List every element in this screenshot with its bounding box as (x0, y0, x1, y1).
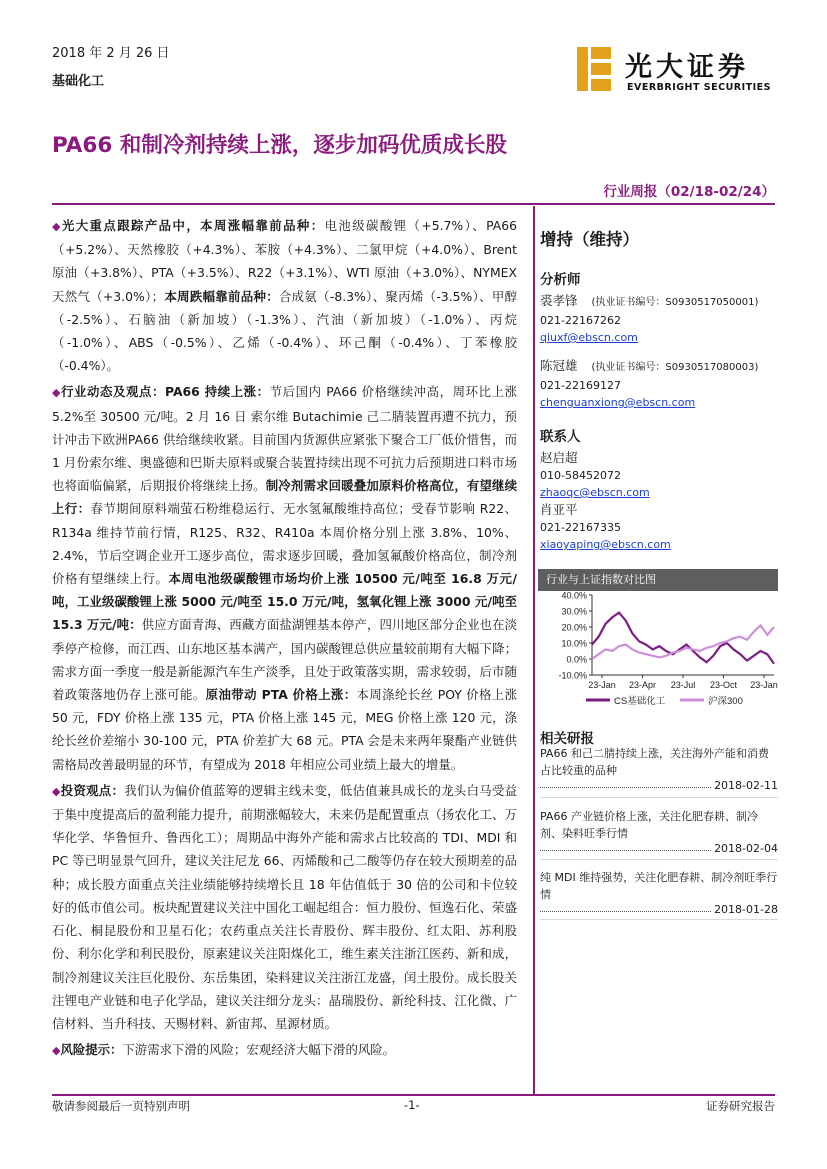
related-title[interactable]: PA66 和己二腈持续上涨，关注海外产能和消费占比较重的品种 (540, 747, 769, 777)
x-tick-label: 23-Jul (670, 680, 696, 690)
report-date: 2018 年 2 月 26 日 (52, 46, 170, 61)
contact-phone: 021-22167335 (540, 520, 621, 534)
y-tick-label: 10.0% (561, 638, 587, 649)
lead-text: 本周电池级碳酸锂市场均价上涨 10500 元/吨至 16.8 万元/吨，工业级碳酸锂上涨 5000 元/吨至 15.0 万元/吨，氢氧化锂上涨 3000 元/吨至 15.3 万元/吨： (52, 571, 518, 633)
lead-text: 本周跌幅靠前品种： (164, 288, 279, 304)
related-heading: 相关研报 (540, 731, 594, 747)
analysts-heading: 分析师 (540, 272, 581, 288)
body-text: 我们认为偏价值蓝筹的逻辑主线未变，低估值兼具成长的龙头白马受益于集中度提高后的盈利能力提升，前期涨幅较大，未来仍是配置重点（扬农化工、万华化学、华鲁恒升、鲁西化工）；周期品中海外产能和需求占比较高的 TDI、MDI 和 PC 等已明显景气回升，建议关注尼龙 66、丙烯酸和己二酸等仍存在较大预期差的品种；成长股方面重点关注业绩能够持续增长且 18 年估值低于 30 倍的公司和卡位较好的低市值公司。板块配置建议关注中国化工崛起组合：恒力股份、恒逸石化、荣盛石化、桐昆股份和卫星石化；农药重点关注长青股份、辉丰股份、红太阳、苏利股份、利尔化学和利民股份，原素建议关注阳煤化工，维生素关注浙江医药、新和成，制冷剂建议关注巨化股份、东岳集团，染料建议关注浙江龙盛，闰土股份。成长股关注锂电产业链和电子化学品，建议关注细分龙头：晶瑞股份、新纶科技、江化微、广信材料、当升科技、天赐材料、新宙邦、星源材质。 (52, 782, 518, 1031)
lead-text: 投资观点： (60, 782, 125, 798)
diamond-bullet-icon: ◆ (52, 386, 62, 400)
lead-text: 光大重点跟踪产品中，本周涨幅靠前品种： (61, 218, 325, 233)
diamond-bullet-icon: ◆ (52, 784, 61, 798)
contact-email-link[interactable]: xiaoyaping@ebscn.com (540, 538, 671, 551)
report-title: PA66 和制冷剂持续上涨，逐步加码优质成长股 (52, 133, 507, 158)
footer-doc-type: 证券研究报告 (706, 1099, 775, 1113)
analyst-license: (执业证书编号：S0930517080003) (591, 362, 759, 373)
y-tick-label: 0.0% (566, 654, 587, 665)
body-text: 春节期间原料端萤石粉维稳运行、无水氢氟酸维持高位；受春节影响 R22、R134a 维持节前行情，R125、R32、R410a 本周价格分别上涨 3.8%、10%、2.4%，节后空调企业开工逐步高位，需求逐步回暖，叠加氢氟酸价格高位，制冷剂价格有望继续上行。 (52, 501, 517, 587)
contact-name: 肖亚平 (540, 502, 578, 517)
x-tick-label: 23-Jan (588, 680, 616, 690)
series-line-csi300 (592, 625, 774, 659)
analyst-phone: 021-22169127 (540, 378, 621, 392)
related-date-row (540, 903, 778, 916)
analyst-name: 裘孝锋 (540, 293, 578, 308)
logo-chinese: 光大证券 (625, 52, 749, 83)
lead-text: 制冷剂需求回暖叠加原料价格高位，有望继续上行： (52, 478, 518, 517)
y-tick-label: 40.0% (561, 591, 587, 601)
contact-name: 赵启超 (540, 450, 578, 465)
analyst-card (540, 292, 778, 347)
legend-label: CS基础化工 (614, 696, 666, 707)
x-tick-label: 23-Jan (750, 680, 778, 690)
analyst-email-link[interactable]: chenguanxiong@ebscn.com (540, 396, 696, 409)
body-text: 下游需求下滑的风险；宏观经济大幅下滑的风险。 (122, 1042, 396, 1058)
related-date-row (540, 842, 778, 855)
lead-text: 行业动态及观点：PA66 持续上涨： (61, 384, 270, 400)
x-tick-label: 23-Apr (628, 680, 657, 690)
paragraph-risk-warning (52, 1038, 517, 1062)
related-title[interactable]: 纯 MDI 维持强势，关注化肥春耕、制冷剂旺季行情 (540, 871, 778, 901)
analyst-card (540, 357, 778, 412)
related-separator (540, 919, 778, 920)
company-logo (577, 45, 777, 95)
contact-card (540, 449, 778, 502)
related-separator (540, 797, 778, 798)
related-separator (540, 859, 778, 860)
analyst-license: (执业证书编号：S0930517050001) (591, 297, 759, 308)
footer-divider (52, 1094, 775, 1096)
chart-title: 行业与上证指数对比图 (538, 569, 778, 591)
related-date-row (540, 779, 778, 792)
body-text: 节后国内 PA66 价格继续冲高，周环比上涨 5.2%至 30500 元/吨。2 月 16 日 索尔维 Butachimie 己二腈装置再遭不抗力，预计冲击下欧洲PA66 供给继续收紧。目前国内货源供应紧张下聚合工厂低价惜售，而 1 月份索尔维、奥盛德和巴斯夫原料或聚合装置持续出现不可抗力后预期进口料市场也将面临偏紧，后期报价将继续上扬。 (52, 384, 517, 494)
related-item[interactable] (540, 808, 778, 855)
paragraph-industry-dynamics (52, 380, 517, 775)
related-item[interactable] (540, 745, 778, 792)
paragraph-investment-view (52, 779, 517, 1035)
series-line-cs-chemical (592, 613, 774, 664)
main-body (52, 214, 517, 1065)
related-date: 2018-02-11 (714, 779, 778, 792)
paragraph-key-products (52, 214, 517, 377)
body-text: 供应方面青海、西藏方面盐湖锂基本停产，四川地区部分企业也在淡季停产检修，而江西、山东地区基本满产，国内碳酸锂总供应量较前期有大幅下降；需求方面一季度一般是新能源汽车生产淡季，且处于政策落实期，需求较弱，后市随着政策落地仍存上涨可能。 (52, 617, 517, 703)
lead-text: 风险提示： (60, 1042, 123, 1058)
column-divider (533, 206, 535, 1094)
legend-label: 沪深300 (708, 696, 743, 707)
dot-leader (540, 903, 711, 912)
body-text: 电池级碳酸锂（+5.7%）、PA66（+5.2%）、天然橡胶（+4.3%）、苯胺（+4.3%）、二氯甲烷（+4.0%）、Brent 原油（+3.8%）、PTA（+3.5%）、R22（+3.1%）、WTI 原油（+3.0%）、NYMEX 天然气（+3.0%）； (52, 218, 517, 304)
related-date: 2018-02-04 (714, 842, 778, 855)
rating: 增持（维持） (540, 230, 639, 249)
x-tick-label: 23-Oct (709, 680, 738, 690)
y-tick-label: -10.0% (558, 670, 587, 681)
logo-mark-icon (577, 47, 611, 91)
comparison-chart (538, 569, 778, 714)
dot-leader (540, 779, 711, 788)
y-tick-label: 30.0% (561, 606, 587, 617)
page-number: -1- (404, 1098, 420, 1112)
contact-phone: 010-58452072 (540, 468, 621, 482)
analyst-name: 陈冠雄 (540, 358, 578, 373)
related-item[interactable] (540, 869, 778, 916)
analyst-phone: 021-22167262 (540, 313, 621, 327)
diamond-bullet-icon: ◆ (52, 1044, 61, 1058)
dot-leader (540, 842, 711, 851)
body-text: 本周涤纶长丝 POY 价格上涨 50 元，FDY 价格上涨 135 元，PTA 价格上涨 145 元，MEG 价格上涨 120 元，涤纶长丝价差缩小 30-100 元，PTA 价差扩大 68 元。PTA 会是未来两年聚酯产业链供需格局改善最明显的环节，有望成为 2018 年相应公司业绩上最大的增量。 (52, 687, 518, 772)
diamond-bullet-icon: ◆ (52, 220, 62, 233)
analyst-email-link[interactable]: qiuxf@ebscn.com (540, 331, 638, 344)
related-title[interactable]: PA66 产业链价格上涨，关注化肥春耕、制冷剂、染料旺季行情 (540, 810, 758, 840)
contacts-heading: 联系人 (540, 429, 581, 445)
footer-disclaimer: 敬请参阅最后一页特别声明 (52, 1099, 190, 1113)
report-type: 行业周报（02/18-02/24） (603, 184, 775, 200)
body-text: 合成氨（-8.3%）、聚丙烯（-3.5%）、甲醇（-2.5%）、石脑油（新加坡）（-1.3%）、汽油（新加坡）（-1.0%）、丙烷（-1.0%）、ABS（-0.5%）、乙烯（-0.4%）、环己酮（-0.4%）、丁苯橡胶（-0.4%）。 (52, 288, 518, 374)
line-chart (538, 591, 778, 714)
related-date: 2018-01-28 (714, 903, 778, 916)
sector-label: 基础化工 (52, 74, 105, 89)
contact-email-link[interactable]: zhaoqc@ebscn.com (540, 486, 650, 499)
lead-text: 原油带动 PTA 价格上涨： (205, 687, 357, 703)
header-divider (52, 203, 775, 205)
logo-english: EVERBRIGHT SECURITIES (627, 82, 771, 93)
contact-card (540, 501, 778, 554)
y-tick-label: 20.0% (561, 622, 587, 633)
